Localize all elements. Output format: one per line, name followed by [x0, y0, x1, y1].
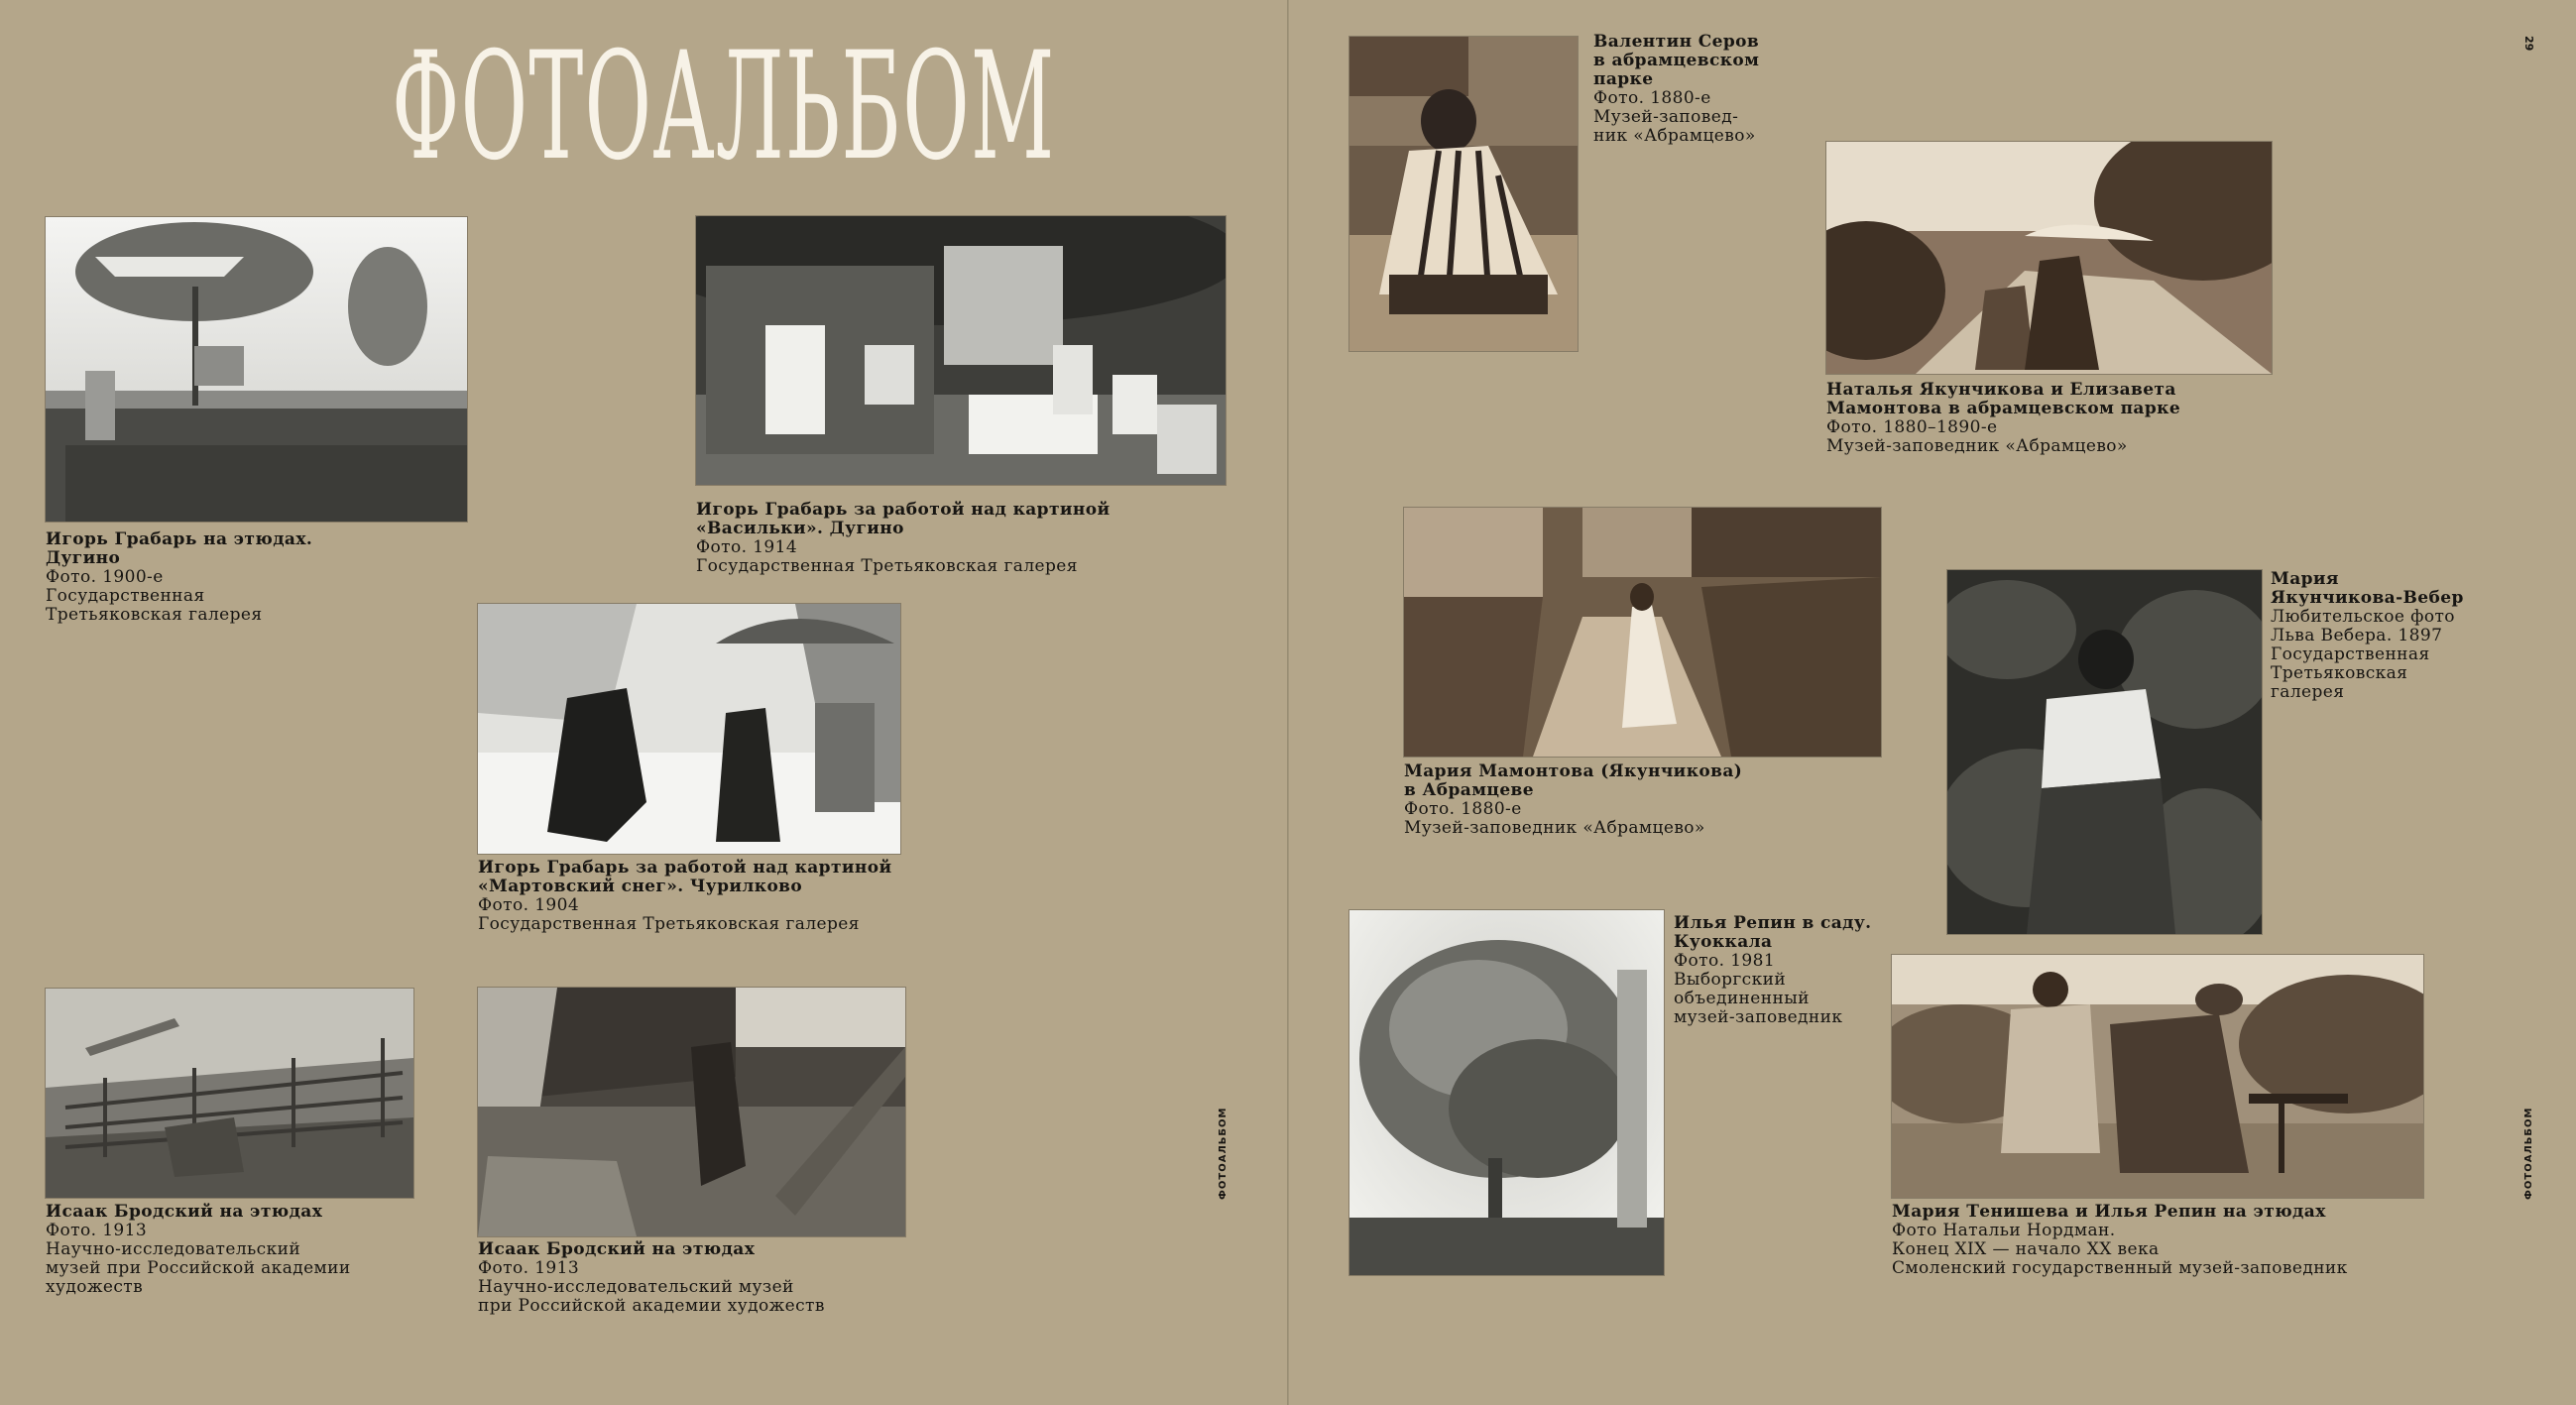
caption-title-line: Куоккала — [1674, 932, 1773, 952]
caption-brodsky-1 — [46, 1203, 351, 1297]
photo-serov — [1349, 37, 1578, 351]
caption-date: Льва Вебера. 1897 — [2271, 626, 2443, 645]
photo-tenisheva-repin — [1892, 955, 2423, 1198]
photo-yakunchikova-weber — [1947, 570, 2262, 934]
caption-serov — [1593, 33, 1759, 146]
caption-source: Государственная — [2271, 644, 2430, 664]
caption-grabar-dugino — [46, 530, 312, 625]
caption-date: Фото. 1880-е — [1404, 799, 1522, 819]
caption-title-line: Исаак Бродский на этюдах — [46, 1202, 323, 1222]
caption-date: Конец XIX — начало XX века — [1892, 1239, 2160, 1259]
caption-date: Фото Натальи Нордман. — [1892, 1221, 2116, 1240]
caption-yakunchikova-weber — [2271, 570, 2464, 702]
photo-yakunchikova-mamontova — [1826, 142, 2272, 374]
caption-brodsky-2 — [478, 1240, 825, 1316]
caption-date: Любительское фото — [2271, 607, 2455, 627]
running-head-right: ФОТОАЛЬБОМ — [2523, 1107, 2534, 1200]
caption-date: Фото. 1981 — [1674, 951, 1776, 971]
caption-source: Третьяковская — [2271, 663, 2408, 683]
caption-source: Музей-заповед- — [1593, 107, 1739, 127]
caption-source: галерея — [2271, 682, 2345, 702]
running-head-left: ФОТОАЛЬБОМ — [1218, 1107, 1229, 1200]
caption-title-line: Якунчикова-Вебер — [2271, 588, 2464, 608]
caption-source: Государственная Третьяковская галерея — [696, 556, 1078, 576]
caption-date: Фото. 1914 — [696, 537, 798, 557]
caption-title-line: в абрамцевском — [1593, 51, 1760, 70]
caption-source: Государственная Третьяковская галерея — [478, 914, 860, 934]
caption-title-line: Игорь Грабарь за работой над картиной — [696, 500, 1111, 520]
caption-title-line: Мария Мамонтова (Якунчикова) — [1404, 761, 1743, 781]
caption-date: Фото. 1880-е — [1593, 88, 1711, 108]
caption-title-line: Валентин Серов — [1593, 32, 1760, 52]
caption-source: Музей-заповедник «Абрамцево» — [1404, 818, 1705, 838]
caption-source: Государственная — [46, 586, 205, 606]
caption-date: Фото. 1904 — [478, 895, 580, 915]
caption-title-line: «Мартовский снег». Чурилково — [478, 877, 803, 896]
caption-title-line: парке — [1593, 69, 1654, 89]
album-title: ФОТОАЛЬБОМ — [392, 21, 1056, 193]
caption-grabar-march-snow — [478, 859, 891, 934]
caption-title-line: Игорь Грабарь за работой над картиной — [478, 858, 892, 878]
caption-title-line: Мамонтова в абрамцевском парке — [1826, 399, 2181, 418]
caption-yakunchikova-mamontova — [1826, 381, 2180, 456]
caption-source: ник «Абрамцево» — [1593, 126, 1756, 146]
caption-grabar-vasilki — [696, 501, 1110, 576]
caption-date: Фото. 1913 — [46, 1221, 148, 1240]
page-number: 29 — [2522, 36, 2535, 52]
photo-mamontova — [1404, 508, 1881, 757]
caption-source: Музей-заповедник «Абрамцево» — [1826, 436, 2128, 456]
caption-title-line: в Абрамцеве — [1404, 780, 1534, 800]
caption-date: Фото. 1900-е — [46, 567, 164, 587]
caption-tenisheva-repin — [1892, 1203, 2348, 1278]
caption-title-line: «Васильки». Дугино — [696, 519, 904, 538]
caption-repin-garden — [1674, 914, 1872, 1027]
caption-mamontova — [1404, 762, 1742, 838]
photo-grabar-march-snow — [478, 604, 900, 854]
caption-title-line: Мария — [2271, 569, 2339, 589]
caption-source: объединенный — [1674, 989, 1810, 1008]
caption-title-line: Наталья Якунчикова и Елизавета — [1826, 380, 2176, 400]
caption-source: художеств — [46, 1277, 144, 1297]
caption-source: Научно-исследовательский — [46, 1239, 301, 1259]
caption-source: музей при Российской академии — [46, 1258, 351, 1278]
caption-title-line: Игорь Грабарь на этюдах. — [46, 529, 313, 549]
caption-source: Научно-исследовательский музей — [478, 1277, 794, 1297]
photo-brodsky-1 — [46, 989, 413, 1198]
caption-source: Выборгский — [1674, 970, 1787, 990]
caption-source: Смоленский государственный музей-заповедник — [1892, 1258, 2348, 1278]
caption-source: при Российской академии художеств — [478, 1296, 825, 1316]
caption-date: Фото. 1913 — [478, 1258, 580, 1278]
caption-date: Фото. 1880–1890-е — [1826, 417, 1998, 437]
caption-source: музей-заповедник — [1674, 1007, 1843, 1027]
caption-title-line: Мария Тенишева и Илья Репин на этюдах — [1892, 1202, 2326, 1222]
caption-title-line: Илья Репин в саду. — [1674, 913, 1872, 933]
photo-grabar-dugino — [46, 217, 467, 522]
caption-title-line: Дугино — [46, 548, 121, 568]
photo-repin-garden — [1349, 910, 1664, 1275]
caption-source: Третьяковская галерея — [46, 605, 263, 625]
caption-title-line: Исаак Бродский на этюдах — [478, 1239, 756, 1259]
photo-brodsky-2 — [478, 988, 905, 1236]
page-spine — [1287, 0, 1289, 1405]
photo-grabar-vasilki — [696, 216, 1226, 485]
